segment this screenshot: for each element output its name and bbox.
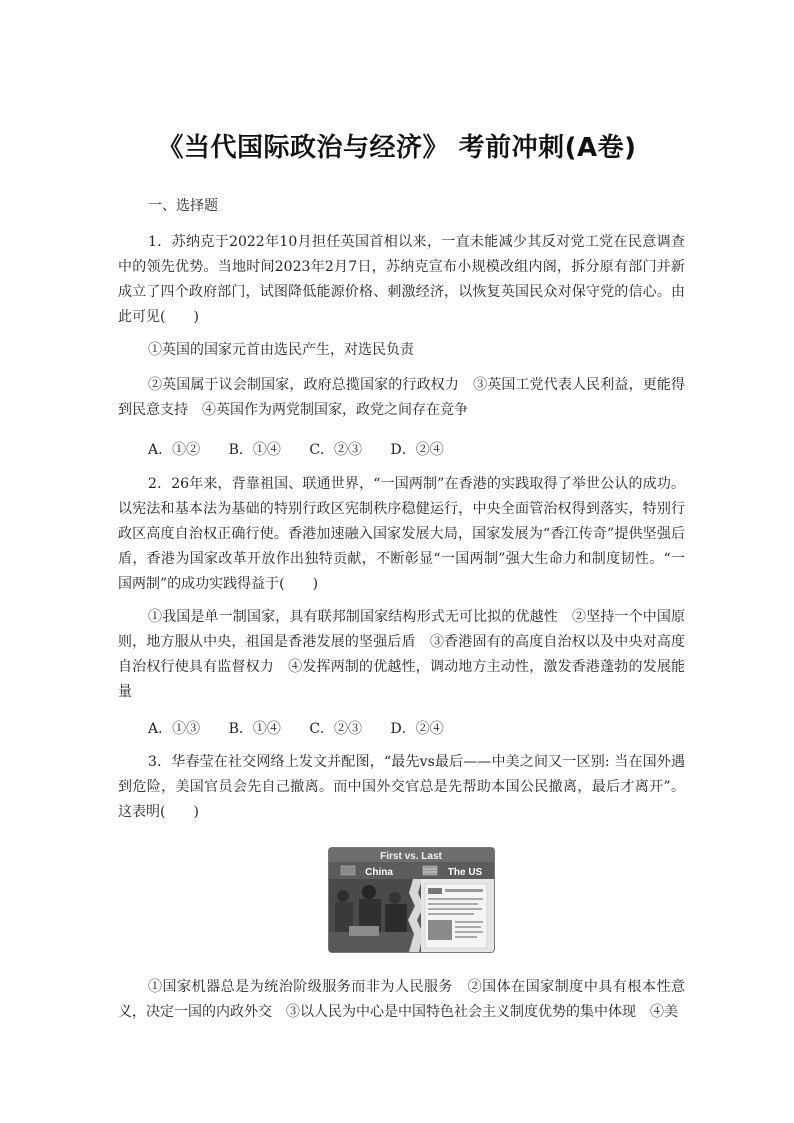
question-1-statement-1: ①英国的国家元首由选民产生，对选民负责 xyxy=(148,342,414,358)
option-a: A．①③ xyxy=(148,721,201,737)
question-1-options xyxy=(148,439,468,459)
option-b: B．①④ xyxy=(228,721,281,737)
question-3-statements: ①国家机器总是为统治阶级服务而非为人民服务 ②国体在国家制度中具有根本性意义，决定一国的内政外交 ③以人民为中心是中国特色社会主义制度优势的集中体现 ④美 xyxy=(118,979,685,1020)
option-c: C．②③ xyxy=(309,442,363,458)
option-d: D．②④ xyxy=(390,442,444,458)
question-1-statement-2: ②英国属于议会制国家，政府总揽国家的行政权力 ③英国工党代表人民利益，更能得到民意支持 ④英国作为两党制国家，政党之间存在竞争 xyxy=(118,377,685,418)
first-vs-last-image xyxy=(328,847,495,953)
option-c: C．②③ xyxy=(309,721,363,737)
question-1-stem: 1．苏纳克于2022年10月担任英国首相以来，一直未能减少其反对党工党在民意调查中的领先优势。当地时间2023年2月7日，苏纳克宣布小规模改组内阁，拆分原有部门并新成立了四个政府部门，试图降低能源价格、刺激经济，以恢复英国民众对保守党的信心。由此可见( ) xyxy=(118,234,685,325)
section-heading: 一、选择题 xyxy=(148,198,218,214)
option-d: D．②④ xyxy=(390,721,444,737)
figure-right-label: The US xyxy=(447,867,483,878)
option-a: A．①② xyxy=(148,442,201,458)
question-3-stem: 3．华春莹在社交网络上发文并配图，“最先vs最后——中美之间又一区别: 当在国外遇到危险，美国官员会先自己撤离。而中国外交官总是先帮助本国公民撤离，最后才离开”。这表明( ) xyxy=(118,754,685,820)
us-flag-icon xyxy=(423,866,437,875)
question-2-stem: 2．26年来，背靠祖国、联通世界，“一国两制”在香港的实践取得了举世公认的成功。以宪法和基本法为基础的特别行政区宪制秩序稳健运行，中央全面管治权得到落实，特别行政区高度自治权正确行使。香港加速融入国家发展大局，国家发展为“香江传奇”提供坚强后盾，香港为国家改革开放作出独特贡献，不断彰显“一国两制”强大生命力和制度韧性。“一国两制”的成功实践得益于( ) xyxy=(118,476,685,592)
question-2-statements: ①我国是单一制国家，具有联邦制国家结构形式无可比拟的优越性 ②坚持一个中国原则，地方服从中央，祖国是香港发展的坚强后盾 ③香港固有的高度自治权以及中央对高度自治权行使具有监督权力 ④发挥两制的优越性，调动地方主动性，激发香港蓬勃的发展能量 xyxy=(118,609,685,700)
china-flag-icon xyxy=(341,866,355,875)
option-b: B．①④ xyxy=(228,442,281,458)
question-2-options xyxy=(148,718,468,738)
figure-heading: First vs. Last xyxy=(380,851,442,862)
figure-left-label: China xyxy=(365,867,393,878)
page-title: 《当代国际政治与经济》 考前冲刺(A卷) xyxy=(157,133,637,163)
